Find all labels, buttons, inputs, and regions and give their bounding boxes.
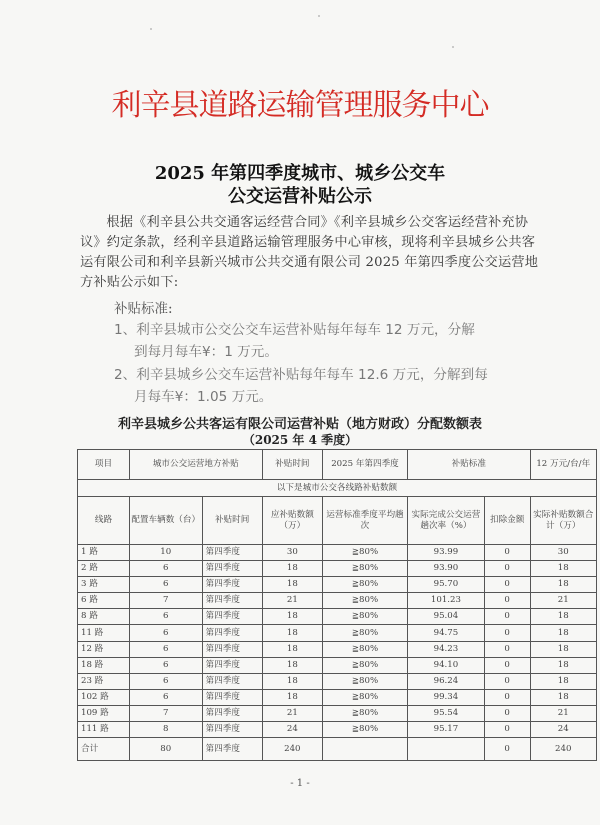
- cell-time: 第四季度: [202, 609, 262, 625]
- cell-actual: 18: [530, 625, 597, 641]
- cell-vehicles: 6: [129, 609, 202, 625]
- cell-time: 第四季度: [202, 625, 262, 641]
- table-row: [78, 705, 597, 721]
- cell-time: 第四季度: [202, 545, 262, 561]
- cell-rate: 95.70: [408, 577, 485, 593]
- cell-route: 6 路: [78, 593, 130, 609]
- cell-rate: 93.90: [408, 561, 485, 577]
- cell-vehicles: 6: [129, 673, 202, 689]
- table-row: [78, 561, 597, 577]
- cell-due: 18: [262, 689, 322, 705]
- col-completion: 实际完成公交运营趟次率（%）: [408, 497, 485, 545]
- subsidy-standard-label: 补贴标准:: [114, 301, 173, 317]
- cell-deduct: 0: [484, 722, 530, 738]
- cell-rate: 101.23: [408, 593, 485, 609]
- header-category: 城市公交运营地方补贴: [129, 450, 262, 480]
- cell-rate: 95.54: [408, 705, 485, 721]
- cell-actual: 24: [530, 722, 597, 738]
- cell-vehicles: 6: [129, 561, 202, 577]
- cell-vehicles: 6: [129, 657, 202, 673]
- span-note: 以下是城市公交各线路补贴数额: [78, 480, 597, 497]
- table-row: [78, 657, 597, 673]
- cell-rate: 95.04: [408, 609, 485, 625]
- cell-route: 11 路: [78, 625, 130, 641]
- cell-rate: 94.75: [408, 625, 485, 641]
- cell-due: 18: [262, 577, 322, 593]
- cell-route: 18 路: [78, 657, 130, 673]
- cell-actual: 18: [530, 673, 597, 689]
- cell-deduct: 0: [484, 625, 530, 641]
- cell-time: 第四季度: [202, 657, 262, 673]
- table-row: [78, 609, 597, 625]
- table-header-row-1: [78, 450, 597, 480]
- cell-due: 18: [262, 609, 322, 625]
- cell-standard: ≧80%: [322, 577, 407, 593]
- cell-rate: 93.99: [408, 545, 485, 561]
- cell-actual: 30: [530, 545, 597, 561]
- cell-rate: 99.34: [408, 689, 485, 705]
- cell-time: 第四季度: [202, 689, 262, 705]
- cell-vehicles: 8: [129, 722, 202, 738]
- scan-speck: [452, 46, 454, 48]
- document-title-line1: 2025 年第四季度城市、城乡公交车: [154, 163, 446, 184]
- total-rate-empty: [408, 738, 485, 761]
- total-time: 第四季度: [202, 738, 262, 761]
- cell-deduct: 0: [484, 657, 530, 673]
- cell-actual: 21: [530, 705, 597, 721]
- cell-vehicles: 10: [129, 545, 202, 561]
- col-vehicles: 配置车辆数（台）: [129, 497, 202, 545]
- cell-deduct: 0: [484, 561, 530, 577]
- cell-vehicles: 7: [129, 593, 202, 609]
- standard-item-1-line1: 1、利辛县城市公交公交车运营补贴每年每车 12 万元，分解: [114, 322, 475, 338]
- scan-speck: [318, 15, 320, 17]
- cell-deduct: 0: [484, 609, 530, 625]
- cell-due: 21: [262, 593, 322, 609]
- cell-route: 3 路: [78, 577, 130, 593]
- cell-due: 24: [262, 722, 322, 738]
- cell-deduct: 0: [484, 705, 530, 721]
- cell-vehicles: 6: [129, 689, 202, 705]
- cell-standard: ≧80%: [322, 657, 407, 673]
- total-standard-empty: [322, 738, 407, 761]
- cell-deduct: 0: [484, 593, 530, 609]
- cell-standard: ≧80%: [322, 705, 407, 721]
- cell-due: 18: [262, 641, 322, 657]
- table-row: [78, 641, 597, 657]
- cell-time: 第四季度: [202, 705, 262, 721]
- cell-actual: 18: [530, 657, 597, 673]
- cell-route: 1 路: [78, 545, 130, 561]
- page-number: - 1 -: [290, 778, 310, 789]
- header-subsidy-time: 补贴时间: [262, 450, 322, 480]
- cell-deduct: 0: [484, 577, 530, 593]
- col-op-standard: 运营标准季度平均趟次: [322, 497, 407, 545]
- total-actual: 240: [530, 738, 597, 761]
- cell-due: 18: [262, 561, 322, 577]
- cell-actual: 18: [530, 609, 597, 625]
- cell-deduct: 0: [484, 641, 530, 657]
- cell-standard: ≧80%: [322, 689, 407, 705]
- cell-time: 第四季度: [202, 577, 262, 593]
- total-label: 合计: [78, 738, 130, 761]
- cell-standard: ≧80%: [322, 609, 407, 625]
- table-row: [78, 577, 597, 593]
- total-due: 240: [262, 738, 322, 761]
- cell-rate: 94.23: [408, 641, 485, 657]
- cell-route: 23 路: [78, 673, 130, 689]
- header-standard: 补贴标准: [408, 450, 530, 480]
- cell-vehicles: 7: [129, 705, 202, 721]
- cell-actual: 18: [530, 641, 597, 657]
- cell-standard: ≧80%: [322, 722, 407, 738]
- cell-vehicles: 6: [129, 641, 202, 657]
- header-quarter: 2025 年第四季度: [322, 450, 407, 480]
- cell-route: 109 路: [78, 705, 130, 721]
- cell-rate: 94.10: [408, 657, 485, 673]
- cell-actual: 18: [530, 577, 597, 593]
- organization-letterhead: 利辛县道路运输管理服务中心: [111, 88, 489, 123]
- table-row: [78, 689, 597, 705]
- table-row: [78, 722, 597, 738]
- cell-deduct: 0: [484, 545, 530, 561]
- cell-standard: ≧80%: [322, 561, 407, 577]
- table-title: 利辛县城乡公共客运有限公司运营补贴（地方财政）分配数额表: [117, 417, 482, 432]
- cell-standard: ≧80%: [322, 593, 407, 609]
- cell-route: 8 路: [78, 609, 130, 625]
- cell-vehicles: 6: [129, 625, 202, 641]
- cell-route: 102 路: [78, 689, 130, 705]
- col-actual: 实际补贴数额合计（万）: [530, 497, 597, 545]
- total-vehicles: 80: [129, 738, 202, 761]
- header-project: 项目: [78, 450, 130, 480]
- table-header-row-2: [78, 497, 597, 545]
- cell-standard: ≧80%: [322, 545, 407, 561]
- cell-deduct: 0: [484, 673, 530, 689]
- cell-route: 2 路: [78, 561, 130, 577]
- cell-actual: 18: [530, 689, 597, 705]
- cell-vehicles: 6: [129, 577, 202, 593]
- intro-paragraph: 根据《利辛县公共交通客运经营合同》《利辛县城乡公交客运经营补充协议》约定条款，经利辛县道路运输管理服务中心审核，现将利辛县城乡公共客运有限公司和利辛县新兴城市公共交通有限公司 2025 年第四季度公交运营地方补贴公示如下:: [80, 215, 539, 290]
- cell-time: 第四季度: [202, 561, 262, 577]
- cell-due: 18: [262, 625, 322, 641]
- document-title-line2: 公交运营补贴公示: [228, 186, 372, 207]
- subsidy-table: [77, 449, 597, 761]
- table-row: [78, 625, 597, 641]
- table-subtitle: （2025 年 4 季度）: [242, 433, 358, 447]
- standard-item-1-line2: 到每月每车¥：1 万元。: [134, 344, 278, 360]
- col-route: 线路: [78, 497, 130, 545]
- cell-time: 第四季度: [202, 593, 262, 609]
- cell-route: 111 路: [78, 722, 130, 738]
- header-amount: 12 万元/台/年: [530, 450, 597, 480]
- cell-due: 18: [262, 673, 322, 689]
- cell-route: 12 路: [78, 641, 130, 657]
- table-row: [78, 593, 597, 609]
- cell-standard: ≧80%: [322, 641, 407, 657]
- table-row: [78, 673, 597, 689]
- cell-actual: 21: [530, 593, 597, 609]
- standard-item-1: [114, 319, 544, 363]
- cell-standard: ≧80%: [322, 625, 407, 641]
- col-time: 补贴时间: [202, 497, 262, 545]
- cell-deduct: 0: [484, 689, 530, 705]
- cell-rate: 96.24: [408, 673, 485, 689]
- standard-item-2-line2: 月每车¥：1.05 万元。: [134, 389, 273, 405]
- standard-item-2: [114, 364, 544, 408]
- cell-time: 第四季度: [202, 673, 262, 689]
- standard-item-2-line1: 2、利辛县城乡公交车运营补贴每年每车 12.6 万元，分解到每: [114, 367, 488, 383]
- cell-time: 第四季度: [202, 722, 262, 738]
- cell-actual: 18: [530, 561, 597, 577]
- table-total-row: [78, 738, 597, 761]
- scan-speck: [150, 28, 152, 30]
- cell-rate: 95.17: [408, 722, 485, 738]
- cell-due: 21: [262, 705, 322, 721]
- cell-due: 30: [262, 545, 322, 561]
- cell-standard: ≧80%: [322, 673, 407, 689]
- table-row: [78, 545, 597, 561]
- col-deduction: 扣除金额: [484, 497, 530, 545]
- table-span-row: [78, 480, 597, 497]
- col-due: 应补贴数额（万）: [262, 497, 322, 545]
- cell-due: 18: [262, 657, 322, 673]
- cell-time: 第四季度: [202, 641, 262, 657]
- total-deduct: 0: [484, 738, 530, 761]
